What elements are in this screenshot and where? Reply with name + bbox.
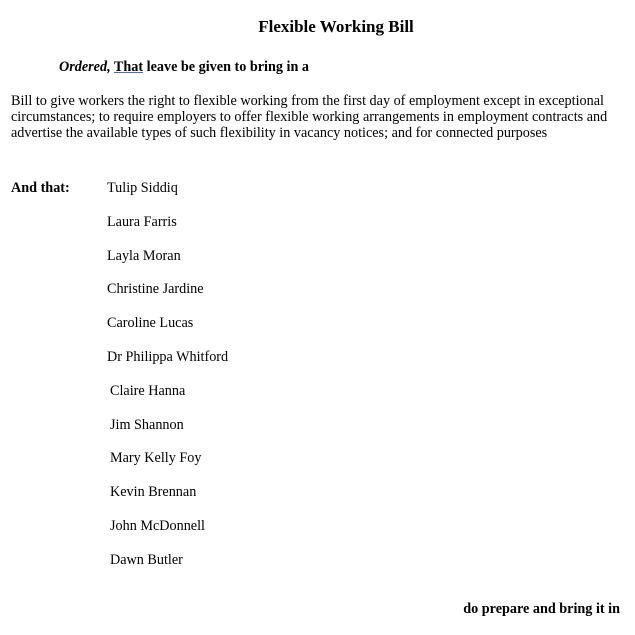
bill-description: Bill to give workers the right to flexible working from the first day of employment except in exceptional circumstances; to require employers to offer flexible working arrangements in employment contracts and advertise the available types of such flexibility in vacancy notices; and for connected purposes — [11, 93, 608, 142]
supporter-name: Layla Moran — [107, 248, 181, 264]
supporter-name: Tulip Siddiq — [107, 180, 178, 196]
supporter-name: Caroline Lucas — [107, 315, 194, 331]
supporter-name: Jim Shannon — [110, 417, 184, 433]
closing-text: do prepare and bring it in — [463, 601, 620, 617]
supporter-name: Dr Philippa Whitford — [107, 349, 229, 365]
ordered-rest: leave be given to bring in a — [143, 59, 310, 75]
supporter-name: Kevin Brennan — [110, 484, 197, 500]
supporter-name: Christine Jardine — [107, 281, 204, 297]
supporter-name: Laura Farris — [107, 214, 177, 230]
supporter-name: John McDonnell — [110, 518, 205, 534]
supporter-name: Claire Hanna — [110, 383, 186, 399]
supporter-name: Mary Kelly Foy — [110, 450, 202, 466]
supporter-name: Dawn Butler — [110, 552, 183, 568]
and-that-label: And that: — [11, 180, 70, 196]
that-word: That — [113, 59, 144, 75]
ordered-line — [59, 59, 309, 76]
page-title: Flexible Working Bill — [258, 17, 414, 36]
ordered-word: Ordered, — [59, 59, 111, 75]
